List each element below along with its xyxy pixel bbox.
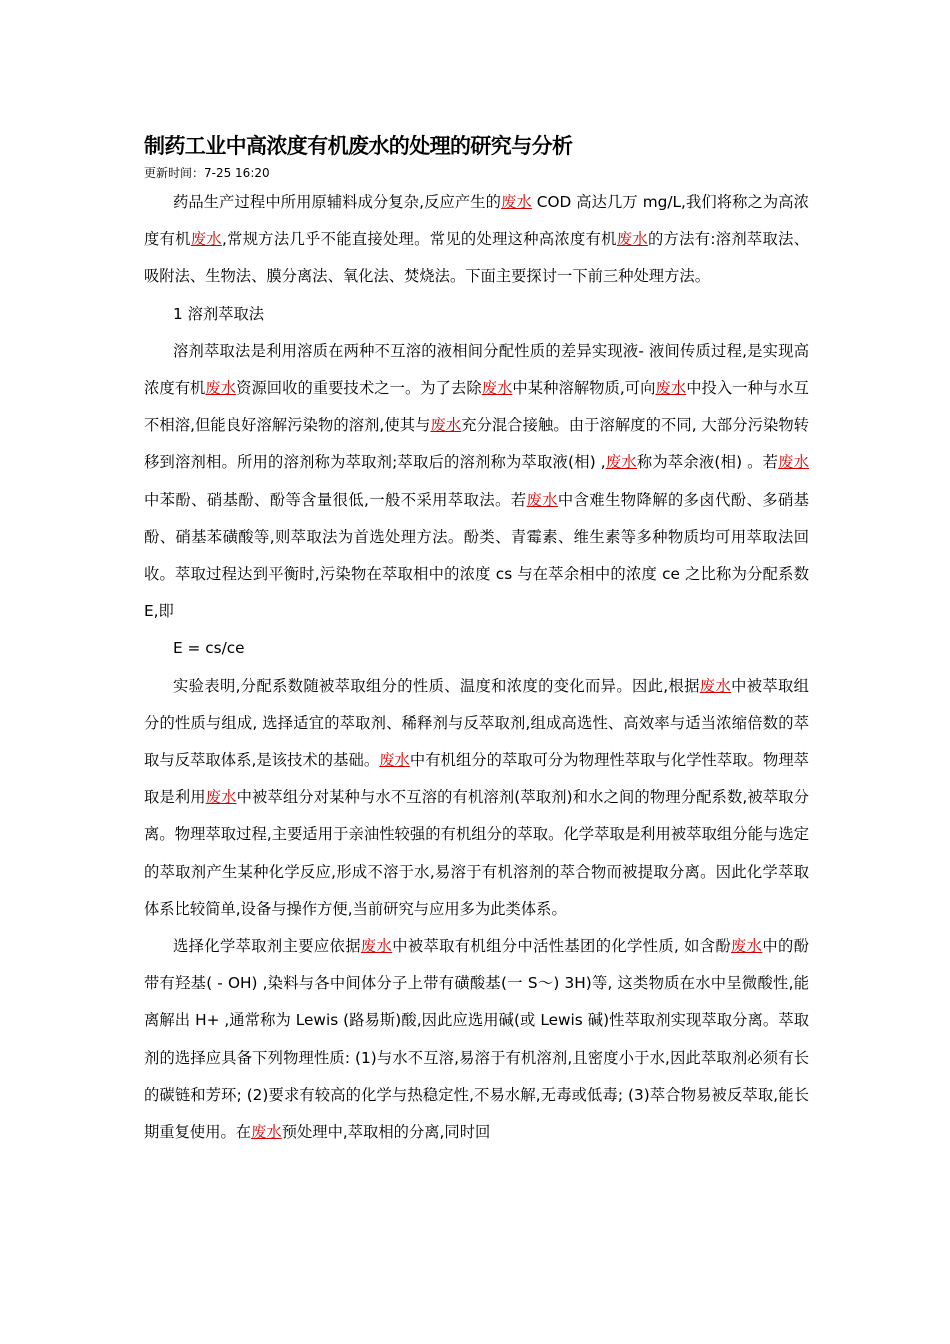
keyword-link[interactable]: 废水 xyxy=(190,230,222,249)
keyword-link[interactable]: 废水 xyxy=(205,379,237,398)
keyword-link[interactable]: 废水 xyxy=(481,379,513,398)
keyword-link[interactable]: 废水 xyxy=(526,490,558,509)
paragraph: 药品生产过程中所用原辅料成分复杂,反应产生的废水 COD 高达几万 mg/L,我们将称之为高浓度有机废水,常规方法几乎不能直接处理。常见的处理这种高浓度有机废水的方法有:溶剂萃取法、吸附法、生物法、膜分离法、氧化法、焚烧法。下面主要探讨一下前三种处理方法。 xyxy=(144,193,809,286)
keyword-link[interactable]: 废水 xyxy=(731,937,763,956)
section-heading: 1 溶剂萃取法 xyxy=(173,304,265,323)
keyword-link[interactable]: 废水 xyxy=(205,788,237,807)
keyword-link[interactable]: 废水 xyxy=(605,453,637,472)
keyword-link[interactable]: 废水 xyxy=(699,676,732,695)
keyword-link[interactable]: 废水 xyxy=(655,379,687,398)
paragraph: 实验表明,分配系数随被萃取组分的性质、温度和浓度的变化而异。因此,根据废水中被萃取组分的性质与组成, 选择适宜的萃取剂、稀释剂与反萃取剂,组成高选性、高效率与适当浓缩倍数的萃取与反萃取体系,是该技术的基础。废水中有机组分的萃取可分为物理性萃取与化学性萃取。物理萃取是利用废水中被萃组分对某种与水不互溶的有机溶剂(萃取剂)和水之间的物理分配系数,被萃取分离。物理萃取过程,主要适用于亲油性较强的有机组分的萃取。化学萃取是利用被萃取组分能与选定的萃取剂产生某种化学反应,形成不溶于水,易溶于有机溶剂的萃合物而被提取分离。因此化学萃取体系比较简单,设备与操作方便,当前研究与应用多为此类体系。 xyxy=(144,676,809,918)
paragraph: 选择化学萃取剂主要应依据废水中被萃取有机组分中活性基团的化学性质, 如含酚废水中的酚带有羟基( - OH) ,染料与各中间体分子上带有磺酸基(一 S～) 3H)等, 这类物质在水中呈微酸性,能离解出 H+ ,通常称为 Lewis (路易斯)酸,因此应选用碱(或 Lewis 碱)性萃取剂实现萃取分离。萃取剂的选择应具备下列物理性质: (1)与水不互溶,易溶于有机溶剂,且密度小于水,因此萃取剂必须有长的碳链和芳环; (2)要求有较高的化学与热稳定性,不易水解,无毒或低毒; (3)萃合物易被反萃取,能长期重复使用。在废水预处理中,萃取相的分离,同时回 xyxy=(144,937,809,1142)
keyword-link[interactable]: 废水 xyxy=(616,230,648,249)
paragraph: 溶剂萃取法是利用溶质在两种不互溶的液相间分配性质的差异实现液- 液间传质过程,是实现高浓度有机废水资源回收的重要技术之一。为了去除废水中某种溶解物质,可向废水中投入一种与水互不相溶,但能良好溶解污染物的溶剂,使其与废水充分混合接触。由于溶解度的不同, 大部分污染物转移到溶剂相。所用的溶剂称为萃取剂;萃取后的溶剂称为萃取液(相) ,废水称为萃余液(相) 。若废水中苯酚、硝基酚、酚等含量很低,一般不采用萃取法。若废水中含难生物降解的多卤代酚、多硝基酚、硝基苯磺酸等,则萃取法为首选处理方法。酚类、青霉素、维生素等多种物质均可用萃取法回收。萃取过程达到平衡时,污染物在萃取相中的浓度 cs 与在萃余相中的浓度 ce 之比称为分配系数 E,即 xyxy=(144,341,809,621)
keyword-link[interactable]: 废水 xyxy=(379,751,410,770)
keyword-link[interactable]: 废水 xyxy=(778,453,809,472)
document-body xyxy=(144,184,809,1151)
keyword-link[interactable]: 废水 xyxy=(251,1123,282,1142)
update-time: 更新时间：7-25 16:20 xyxy=(144,166,270,180)
keyword-link[interactable]: 废水 xyxy=(360,937,393,956)
keyword-link[interactable]: 废水 xyxy=(430,416,462,435)
section-heading: E = cs/ce xyxy=(173,639,245,658)
document-page xyxy=(144,128,809,1151)
document-title: 制药工业中高浓度有机废水的处理的研究与分析 xyxy=(144,134,573,158)
keyword-link[interactable]: 废水 xyxy=(501,193,532,211)
